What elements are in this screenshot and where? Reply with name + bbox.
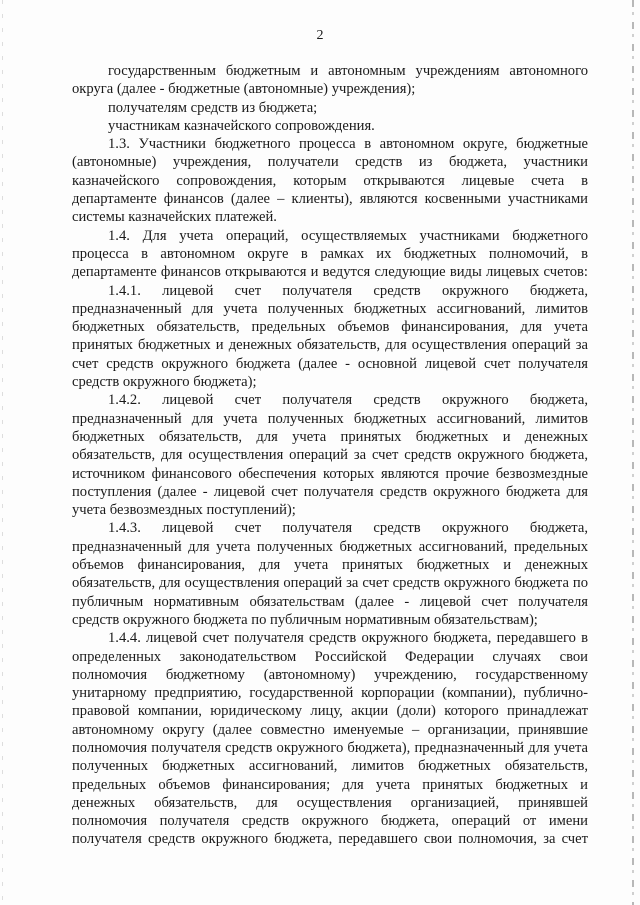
text-line: обязательств, для осуществления операций за счет средств окружного бюджета, [72, 447, 588, 464]
text-line: средств окружного бюджета по публичным нормативным обязательствам); [72, 611, 538, 628]
text-line: унитарному предприятию, государственной корпорации (компании), публично- [72, 685, 588, 702]
text-line: предназначенный для учета полученных бюджетных ассигнований, предельных [72, 538, 588, 555]
text-line: 1.4.1. лицевой счет получателя средств окружного бюджета, [108, 282, 588, 299]
text-line: казначейского сопровождения, которым открываются лицевые счета в [72, 172, 588, 189]
text-line: предназначенный для учета полученных бюджетных ассигнований, лимитов [72, 410, 588, 427]
text-line: полномочия получателя средств окружного бюджета, операций от имени [72, 813, 588, 830]
text-line: 1.3. Участники бюджетного процесса в автономном округе, бюджетные [108, 136, 588, 153]
text-line: источником финансового обеспечения которых являются прочие безвозмездные [72, 465, 588, 482]
text-line: средств окружного бюджета); [72, 374, 257, 391]
text-line: участникам казначейского сопровождения. [108, 117, 375, 134]
text-line: 1.4.4. лицевой счет получателя средств окружного бюджета, передавшего в [108, 630, 588, 647]
text-line: объемов финансирования, для учета принятых бюджетных и денежных [72, 557, 588, 574]
text-line: департаменте финансов (далее – клиенты), являются косвенными участниками [72, 191, 588, 208]
text-line: департаменте финансов открываются и ведутся следующие виды лицевых счетов: [72, 264, 588, 281]
text-line: процесса в автономном округе в рамках их бюджетных полномочий, в [72, 245, 588, 262]
text-line: 1.4.2. лицевой счет получателя средств окружного бюджета, [108, 392, 588, 409]
text-line: обязательств, для осуществления операций за счет средств окружного бюджета по [72, 575, 588, 592]
text-line: полномочия получателя средств окружного бюджета), предназначенный для учета [72, 739, 588, 756]
text-line: поступления (далее - лицевой счет получателя средств окружного бюджета для [72, 483, 588, 500]
text-line: системы казначейских платежей. [72, 209, 277, 226]
text-line: 1.4. Для учета операций, осуществляемых участниками бюджетного [108, 227, 588, 244]
document-body [72, 62, 588, 849]
text-line: счет средств окружного бюджета (далее - основной лицевой счет получателя [72, 355, 588, 372]
text-line: получателя средств окружного бюджета, передавшего свои полномочия, за счет [72, 831, 588, 848]
page-number: 2 [316, 28, 324, 43]
text-line: предназначенный для учета полученных бюджетных ассигнований, лимитов [72, 300, 588, 317]
text-line: автономному округу (далее совместно именуемые – организации, принявшие [72, 721, 588, 738]
text-line: бюджетных обязательств, предельных объемов финансирования, для учета [72, 319, 588, 336]
text-line: получателям средств из бюджета; [108, 99, 318, 116]
text-line: правовой компании, юридическому лицу, акции (доли) которого принадлежат [72, 703, 588, 720]
text-line: публичным нормативным обязательствам (далее - лицевой счет получателя [72, 593, 588, 610]
text-line: предельных объемов финансирования; для учета принятых бюджетных и [72, 776, 588, 793]
scan-edge-left [2, 0, 3, 905]
text-line: 1.4.3. лицевой счет получателя средств окружного бюджета, [108, 520, 588, 537]
scan-edge-right [632, 0, 634, 905]
text-line: (автономные) учреждения, получатели средств из бюджета, участники [72, 154, 588, 171]
text-line: округа (далее - бюджетные (автономные) учреждения); [72, 81, 416, 98]
text-line: полномочия бюджетному (автономному) учреждению, государственному [72, 666, 588, 683]
text-line: бюджетных обязательств, для учета принятых бюджетных и денежных [72, 428, 588, 445]
text-line: государственным бюджетным и автономным учреждениям автономного [108, 63, 588, 79]
text-line: полученных бюджетных ассигнований, лимитов бюджетных обязательств, [72, 758, 588, 775]
text-line: учета безвозмездных поступлений); [72, 502, 296, 519]
text-line: денежных обязательств, для осуществления организацией, принявшей [72, 794, 588, 811]
text-line: принятых бюджетных и денежных обязательств, для осуществления операций за [72, 337, 588, 354]
text-line: определенных законодательством Российской Федерации случаях свои [72, 648, 588, 665]
